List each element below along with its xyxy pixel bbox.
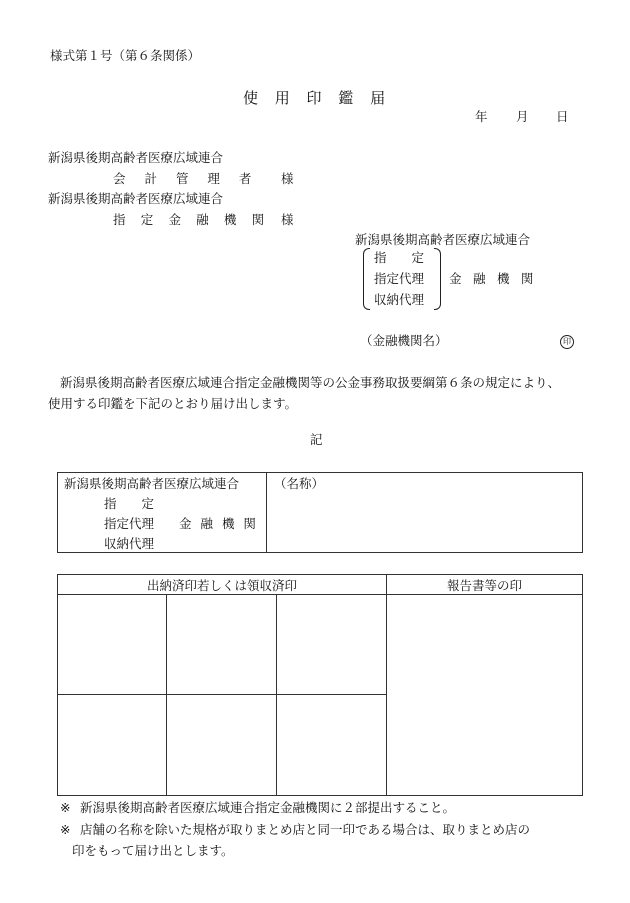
date-day-label: 日 xyxy=(556,109,569,124)
note-2-line-2: 印をもって届け出とします。 xyxy=(72,843,234,858)
t1-bank-label: 金 融 機 関 xyxy=(179,516,259,531)
seal-box xyxy=(167,595,277,694)
left-bracket xyxy=(363,248,370,310)
ki-label: 記 xyxy=(310,432,323,447)
t1-type-designated: 指 定 xyxy=(104,496,155,511)
addressee-bank-suffix: 様 xyxy=(281,212,294,227)
seal-table xyxy=(57,574,583,796)
note-1: 新潟県後期高齢者医療広域連合指定金融機関に２部提出すること。 xyxy=(80,800,456,815)
seal-box xyxy=(167,694,277,795)
seal-box xyxy=(58,694,167,795)
seal-table-header-right: 報告書等の印 xyxy=(387,575,583,595)
report-seal-box xyxy=(387,595,583,796)
addressee-accountant-suffix: 様 xyxy=(281,171,294,186)
seal-box xyxy=(58,595,167,694)
sender-name-label: （金融機関名） xyxy=(360,333,448,348)
form-number: 様式第１号（第６条関係） xyxy=(50,48,201,63)
note-mark-2: ※ xyxy=(60,822,71,837)
t1-type-agent: 指定代理 xyxy=(104,516,155,531)
body-line-2: 使用する印鑑を下記のとおり届け出します。 xyxy=(48,396,298,411)
date-month-label: 月 xyxy=(516,109,529,124)
t1-type-collection: 収納代理 xyxy=(104,536,155,551)
addressee-org-2: 新潟県後期高齢者医療広域連合 xyxy=(48,191,224,206)
t1-org: 新潟県後期高齢者医療広域連合 xyxy=(64,476,240,491)
seal-icon: 印 xyxy=(560,335,574,349)
t1-name-label: （名称） xyxy=(274,476,325,491)
addressee-bank: 指 定 金 融 機 関 xyxy=(113,212,270,227)
note-mark-1: ※ xyxy=(60,800,71,815)
addressee-org-1: 新潟県後期高齢者医療広域連合 xyxy=(48,150,224,165)
name-cell xyxy=(267,473,583,553)
page-title: 使 用 印 鑑 届 xyxy=(243,89,392,107)
date-year-label: 年 xyxy=(475,109,488,124)
body-line-1: 新潟県後期高齢者医療広域連合指定金融機関等の公金事務取扱要綱第６条の規定により、 xyxy=(60,375,561,390)
seal-table-header-left: 出納済印若しくは領収済印 xyxy=(58,575,387,595)
seal-box xyxy=(277,694,387,795)
note-2-line-1: 店舗の名称を除いた規格が取りまとめ店と同一印である場合は、取りまとめ店の xyxy=(80,822,531,837)
right-bracket xyxy=(434,248,441,310)
sender-bank-label: 金 融 機 関 xyxy=(449,271,538,286)
sender-type-agent: 指定代理 xyxy=(374,271,425,286)
sender-type-collection: 収納代理 xyxy=(374,292,425,307)
sender-org: 新潟県後期高齢者医療広域連合 xyxy=(355,232,531,247)
institution-cell xyxy=(58,473,267,553)
seal-mark xyxy=(560,334,574,349)
institution-table xyxy=(57,472,583,553)
addressee-accountant: 会 計 管 理 者 xyxy=(113,171,259,186)
seal-box xyxy=(277,595,387,694)
sender-type-designated: 指 定 xyxy=(374,250,425,265)
